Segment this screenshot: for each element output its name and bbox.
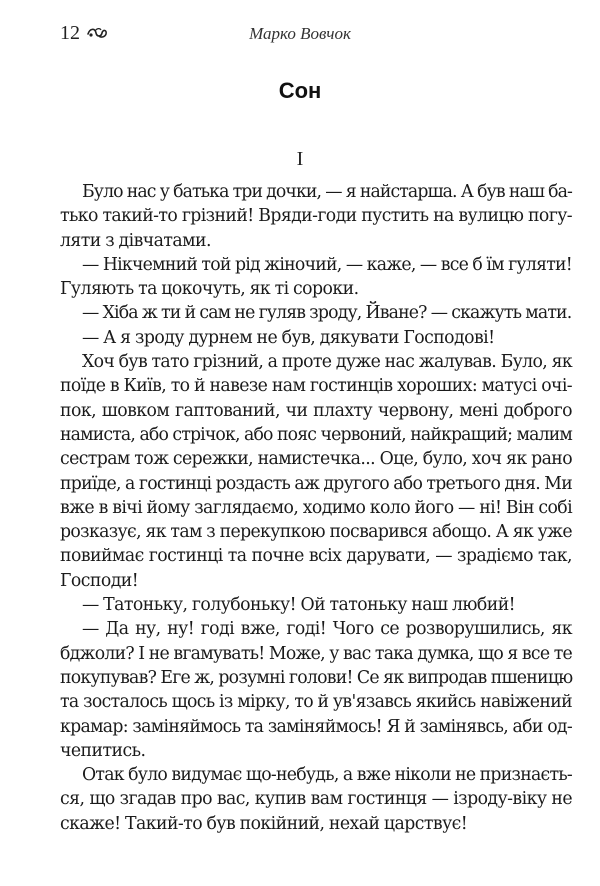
text-line: — Татоньку, голубоньку! Ой татоньку наш любий! xyxy=(82,595,516,616)
section-number: I xyxy=(296,148,304,170)
text-line: Хоч був тато грізний, а проте дуже нас жалував. Було, як xyxy=(82,352,572,373)
text-line: розказує, як там з перекупкою посварився абощо. А як уже xyxy=(60,522,572,543)
text-line: — Хіба ж ти й сам не гуляв зроду, Йване? — скажуть мати. xyxy=(82,303,572,324)
text-line: вже в вічі йому заглядаємо, ходимо коло його — ні! Він собі xyxy=(60,497,572,518)
text-line: Гуляють та цокочуть, як ті сороки. xyxy=(60,279,359,300)
text-line: Було нас у батька три дочки, — я найстарша. А був наш ба- xyxy=(82,182,572,202)
text-line: Отак було видумає що-небудь, а вже ніколи не признаєть- xyxy=(82,765,572,786)
text-line: поїде в Київ, то й навезе нам гостинців хороших: матусі очі- xyxy=(60,376,572,397)
text-line: повиймає гостинці та почне всіх дарувати, — зрадіємо так, xyxy=(60,546,572,567)
text-line: тько такий-то грізний! Вряди-годи пустить на вулицю погу- xyxy=(60,206,572,227)
text-line: бджоли? І не вгамувать! Може, у вас така думка, що я все те xyxy=(60,643,572,664)
text-line: намиста, або стрічок, або пояс червоний, найкращий; малим xyxy=(60,424,572,445)
text-line: — Нікчемний той рід жіночий, — каже, — все б їм гуляти! xyxy=(82,254,572,275)
text-line: приїде, а гостинці роздасть аж другого або третього дня. Ми xyxy=(60,473,572,494)
text-line: крамар: заміняймось та заміняймось! Я й замінявсь, аби од- xyxy=(60,716,572,737)
text-line: скаже! Такий-то був покійний, нехай царствує! xyxy=(60,813,468,834)
running-head-author: Марко Вовчок xyxy=(249,24,351,43)
text-line: — А я зроду дурнем не був, дякувати Господові! xyxy=(82,327,495,348)
text-line: та зосталось щось із мірку, то й ув'язавсь якийсь навіжений xyxy=(60,692,572,713)
chapter-title: Сон xyxy=(278,78,322,103)
body-text xyxy=(60,180,572,836)
text-line: чепитись. xyxy=(60,740,146,761)
text-line: ся, що згадав про вас, купив вам гостинця — ізроду-віку не xyxy=(60,789,572,810)
text-line: — Да ну, ну! годі вже, годі! Чого се розворушились, як xyxy=(82,619,572,640)
page-header xyxy=(0,22,600,46)
text-line: пок, шовком гаптований, чи плахту червону, мені доброго xyxy=(60,400,572,421)
text-line: ляти з дівчатами. xyxy=(60,230,211,251)
page-number: 12 xyxy=(60,22,80,44)
text-line: Господи! xyxy=(60,570,139,591)
text-line: покупував? Еге ж, розумні голови! Се як випродав пшеницю xyxy=(60,667,573,688)
text-line: сестрам тож сережки, намистечка... Оце, було, хоч як рано xyxy=(60,449,572,470)
